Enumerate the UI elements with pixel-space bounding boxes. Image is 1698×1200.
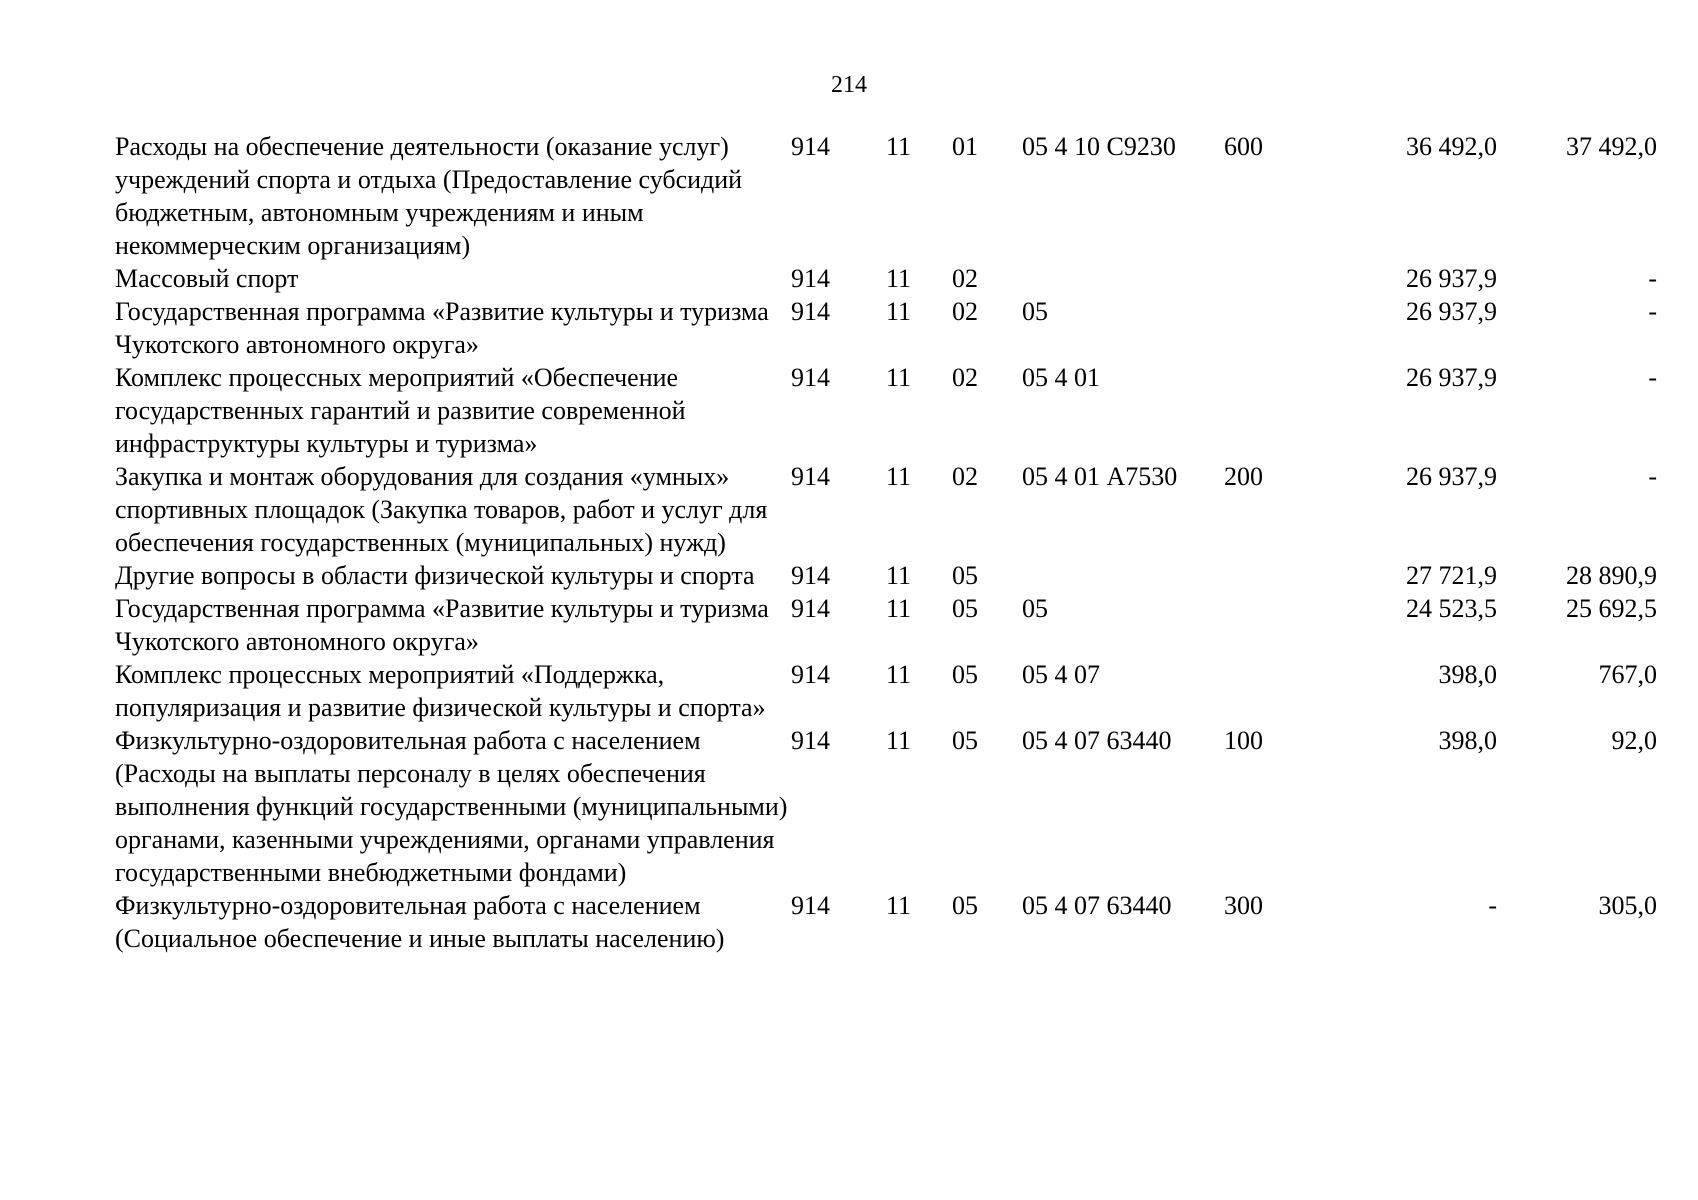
section-code-cell: 11: [886, 363, 912, 392]
sum-year2-cell: -: [1648, 297, 1657, 326]
expense-type-cell: 200: [1224, 462, 1263, 491]
row-name-cell: Закупка и монтаж оборудования для создания «умных» спортивных площадок (Закупка товаров, работ и услуг для обеспечения государственных (муниципальных) нужд): [115, 462, 768, 557]
expense-type-cell: 600: [1224, 132, 1263, 161]
section-code-cell: 11: [886, 462, 912, 491]
sum-year2-cell: -: [1648, 363, 1657, 392]
section-code-cell: 11: [886, 264, 912, 293]
section-code-cell: 11: [886, 561, 912, 590]
row-name-cell: Другие вопросы в области физической культуры и спорта: [115, 561, 755, 590]
expense-type-cell: [1224, 658, 1334, 724]
sum-year2-cell: 28 890,9: [1566, 561, 1657, 590]
table-row: [115, 361, 1657, 460]
table-row: [115, 559, 1657, 592]
table-row: [115, 262, 1657, 295]
expense-type-cell: [1224, 295, 1334, 361]
sum-year1-cell: 26 937,9: [1406, 264, 1497, 293]
row-name-cell: Расходы на обеспечение деятельности (оказание услуг) учреждений спорта и отдыха (Предоставление субсидий бюджетным, автономным учреждениям и иным некоммерческим организациям): [115, 132, 743, 260]
expense-type-cell: 100: [1224, 726, 1263, 755]
table-row: [115, 130, 1657, 262]
section-code-cell: 11: [886, 132, 912, 161]
sum-year1-cell: 398,0: [1438, 726, 1497, 755]
target-article-cell: 05 4 01: [1022, 363, 1100, 392]
ved-code-cell: 914: [791, 297, 830, 326]
expense-type-cell: [1224, 559, 1334, 592]
ved-code-cell: 914: [791, 561, 830, 590]
sum-year1-cell: 398,0: [1438, 660, 1497, 689]
expense-type-cell: 300: [1224, 891, 1263, 920]
row-name-cell: Государственная программа «Развитие культуры и туризма Чукотского автономного округа»: [115, 297, 769, 359]
target-article-cell: 05 4 10 С9230: [1022, 132, 1176, 161]
subsection-code-cell: 02: [952, 297, 978, 326]
section-code-cell: 11: [886, 594, 912, 623]
sum-year1-cell: -: [1488, 891, 1497, 920]
ved-code-cell: 914: [791, 363, 830, 392]
page-number: 214: [831, 72, 867, 98]
subsection-code-cell: 05: [952, 660, 978, 689]
section-code-cell: 11: [886, 297, 912, 326]
ved-code-cell: 914: [791, 726, 830, 755]
table-row: [115, 658, 1657, 724]
subsection-code-cell: 02: [952, 264, 978, 293]
budget-table: [115, 130, 1657, 955]
sum-year1-cell: 27 721,9: [1406, 561, 1497, 590]
ved-code-cell: 914: [791, 891, 830, 920]
sum-year2-cell: -: [1648, 264, 1657, 293]
ved-code-cell: 914: [791, 264, 830, 293]
section-code-cell: 11: [886, 660, 912, 689]
table-row: [115, 724, 1657, 889]
row-name-cell: Государственная программа «Развитие культуры и туризма Чукотского автономного округа»: [115, 594, 769, 656]
sum-year2-cell: 25 692,5: [1566, 594, 1657, 623]
ved-code-cell: 914: [791, 132, 830, 161]
target-article-cell: [1022, 559, 1224, 592]
target-article-cell: 05 4 01 А7530: [1022, 462, 1178, 491]
sum-year2-cell: 92,0: [1611, 726, 1657, 755]
sum-year1-cell: 26 937,9: [1406, 363, 1497, 392]
subsection-code-cell: 02: [952, 363, 978, 392]
sum-year2-cell: 305,0: [1598, 891, 1657, 920]
ved-code-cell: 914: [791, 594, 830, 623]
sum-year1-cell: 36 492,0: [1406, 132, 1497, 161]
row-name-cell: Физкультурно-оздоровительная работа с населением (Социальное обеспечение и иные выплаты населению): [115, 891, 725, 953]
target-article-cell: 05: [1022, 594, 1048, 623]
subsection-code-cell: 05: [952, 726, 978, 755]
subsection-code-cell: 05: [952, 594, 978, 623]
row-name-cell: Комплекс процессных мероприятий «Поддержка, популяризация и развитие физической культуры и спорта»: [115, 660, 766, 722]
sum-year2-cell: -: [1648, 462, 1657, 491]
table-row: [115, 592, 1657, 658]
section-code-cell: 11: [886, 891, 912, 920]
sum-year2-cell: 37 492,0: [1566, 132, 1657, 161]
sum-year1-cell: 26 937,9: [1406, 297, 1497, 326]
expense-type-cell: [1224, 361, 1334, 460]
target-article-cell: 05 4 07 63440: [1022, 726, 1172, 755]
sum-year1-cell: 24 523,5: [1406, 594, 1497, 623]
row-name-cell: Массовый спорт: [115, 264, 299, 293]
sum-year1-cell: 26 937,9: [1406, 462, 1497, 491]
row-name-cell: Физкультурно-оздоровительная работа с населением (Расходы на выплаты персоналу в целях обеспечения выполнения функций государственными (муниципальными) органами, казенными учреждениями, органами управления государственными внебюджетными фондами): [115, 726, 788, 887]
subsection-code-cell: 02: [952, 462, 978, 491]
table-row: [115, 889, 1657, 955]
target-article-cell: [1022, 262, 1224, 295]
subsection-code-cell: 05: [952, 561, 978, 590]
row-name-cell: Комплекс процессных мероприятий «Обеспечение государственных гарантий и развитие современной инфраструктуры культуры и туризма»: [115, 363, 686, 458]
expense-type-cell: [1224, 262, 1334, 295]
target-article-cell: 05: [1022, 297, 1048, 326]
table-row: [115, 295, 1657, 361]
ved-code-cell: 914: [791, 660, 830, 689]
table-body: [115, 130, 1657, 955]
sum-year2-cell: 767,0: [1598, 660, 1657, 689]
subsection-code-cell: 01: [952, 132, 978, 161]
subsection-code-cell: 05: [952, 891, 978, 920]
ved-code-cell: 914: [791, 462, 830, 491]
target-article-cell: 05 4 07 63440: [1022, 891, 1172, 920]
section-code-cell: 11: [886, 726, 912, 755]
table-row: [115, 460, 1657, 559]
expense-type-cell: [1224, 592, 1334, 658]
target-article-cell: 05 4 07: [1022, 660, 1100, 689]
